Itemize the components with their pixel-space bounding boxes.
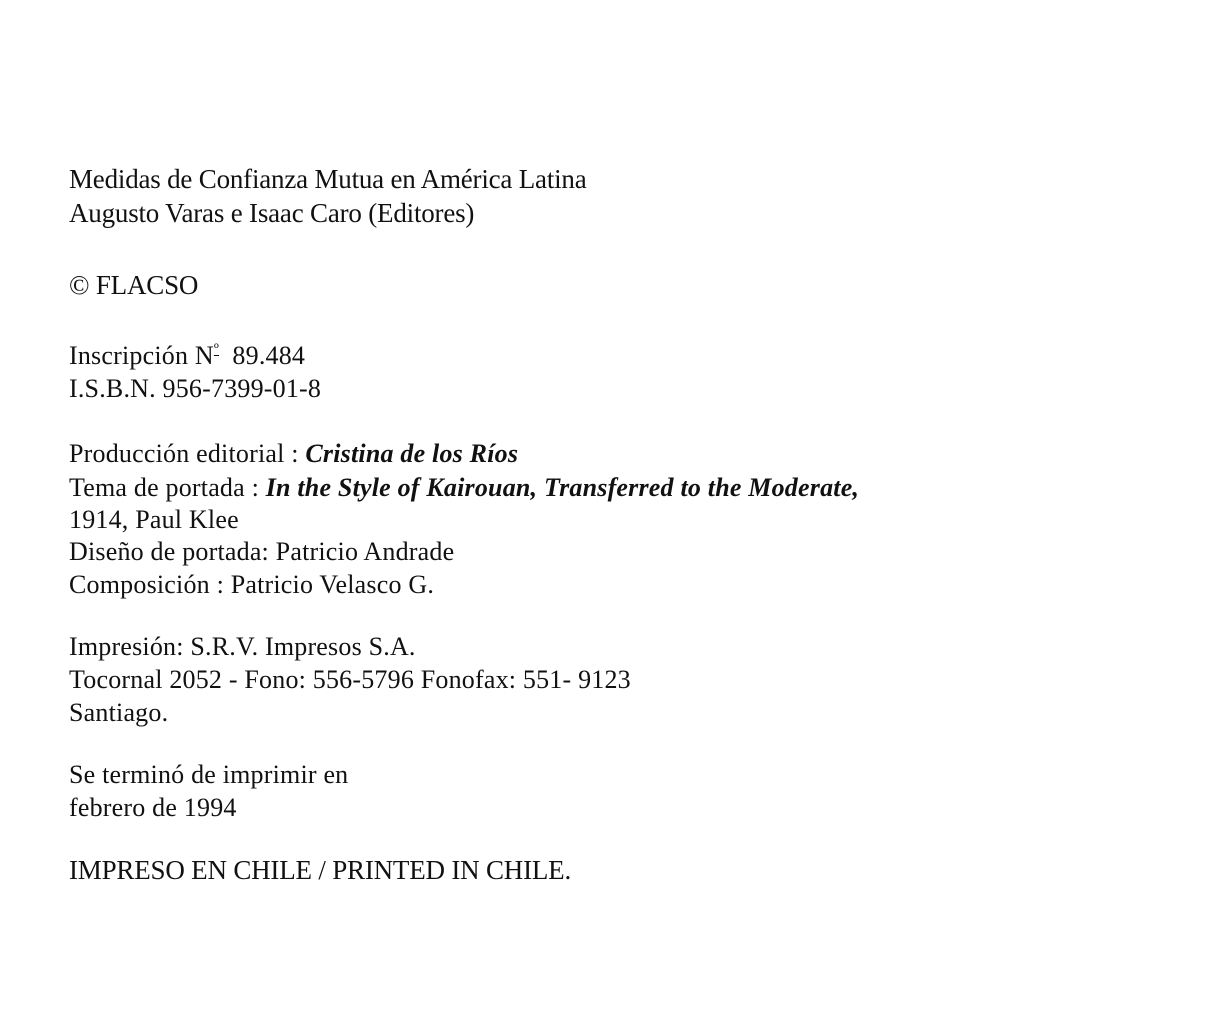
cover-theme-title: In the Style of Kairouan, Transferred to the Moderate, [265, 473, 860, 502]
printer-address-line: Tocornal 2052 - Fono: 556-5796 Fonofax: 551- 9123 [69, 665, 631, 694]
isbn-line: I.S.B.N. 956-7399-01-8 [69, 374, 322, 403]
registration-line [69, 340, 305, 372]
printer-city-line: Santiago. [69, 698, 169, 727]
registration-ordinal: º [213, 341, 220, 359]
composition-line: Composición : Patricio Velasco G. [69, 570, 435, 599]
copyright-notice: © FLACSO [69, 270, 199, 300]
completion-line-2: febrero de 1994 [69, 793, 237, 822]
book-editors: Augusto Varas e Isaac Caro (Editores) [69, 198, 475, 228]
cover-design-line: Diseño de portada: Patricio Andrade [69, 537, 455, 566]
cover-theme-line [69, 472, 859, 504]
registration-label: Inscripción N [69, 341, 214, 370]
book-title: Medidas de Confianza Mutua en América Latina [69, 164, 587, 194]
production-name: Cristina de los Ríos [305, 439, 519, 468]
printed-in-notice: IMPRESO EN CHILE / PRINTED IN CHILE. [69, 855, 572, 885]
production-line [69, 438, 518, 470]
registration-number: 89.484 [232, 341, 306, 370]
cover-theme-label: Tema de portada : [69, 473, 266, 502]
completion-line-1: Se terminó de imprimir en [69, 760, 349, 789]
printer-line: Impresión: S.R.V. Impresos S.A. [69, 632, 416, 661]
production-label: Producción editorial : [69, 439, 306, 468]
cover-theme-continuation: 1914, Paul Klee [69, 505, 239, 534]
